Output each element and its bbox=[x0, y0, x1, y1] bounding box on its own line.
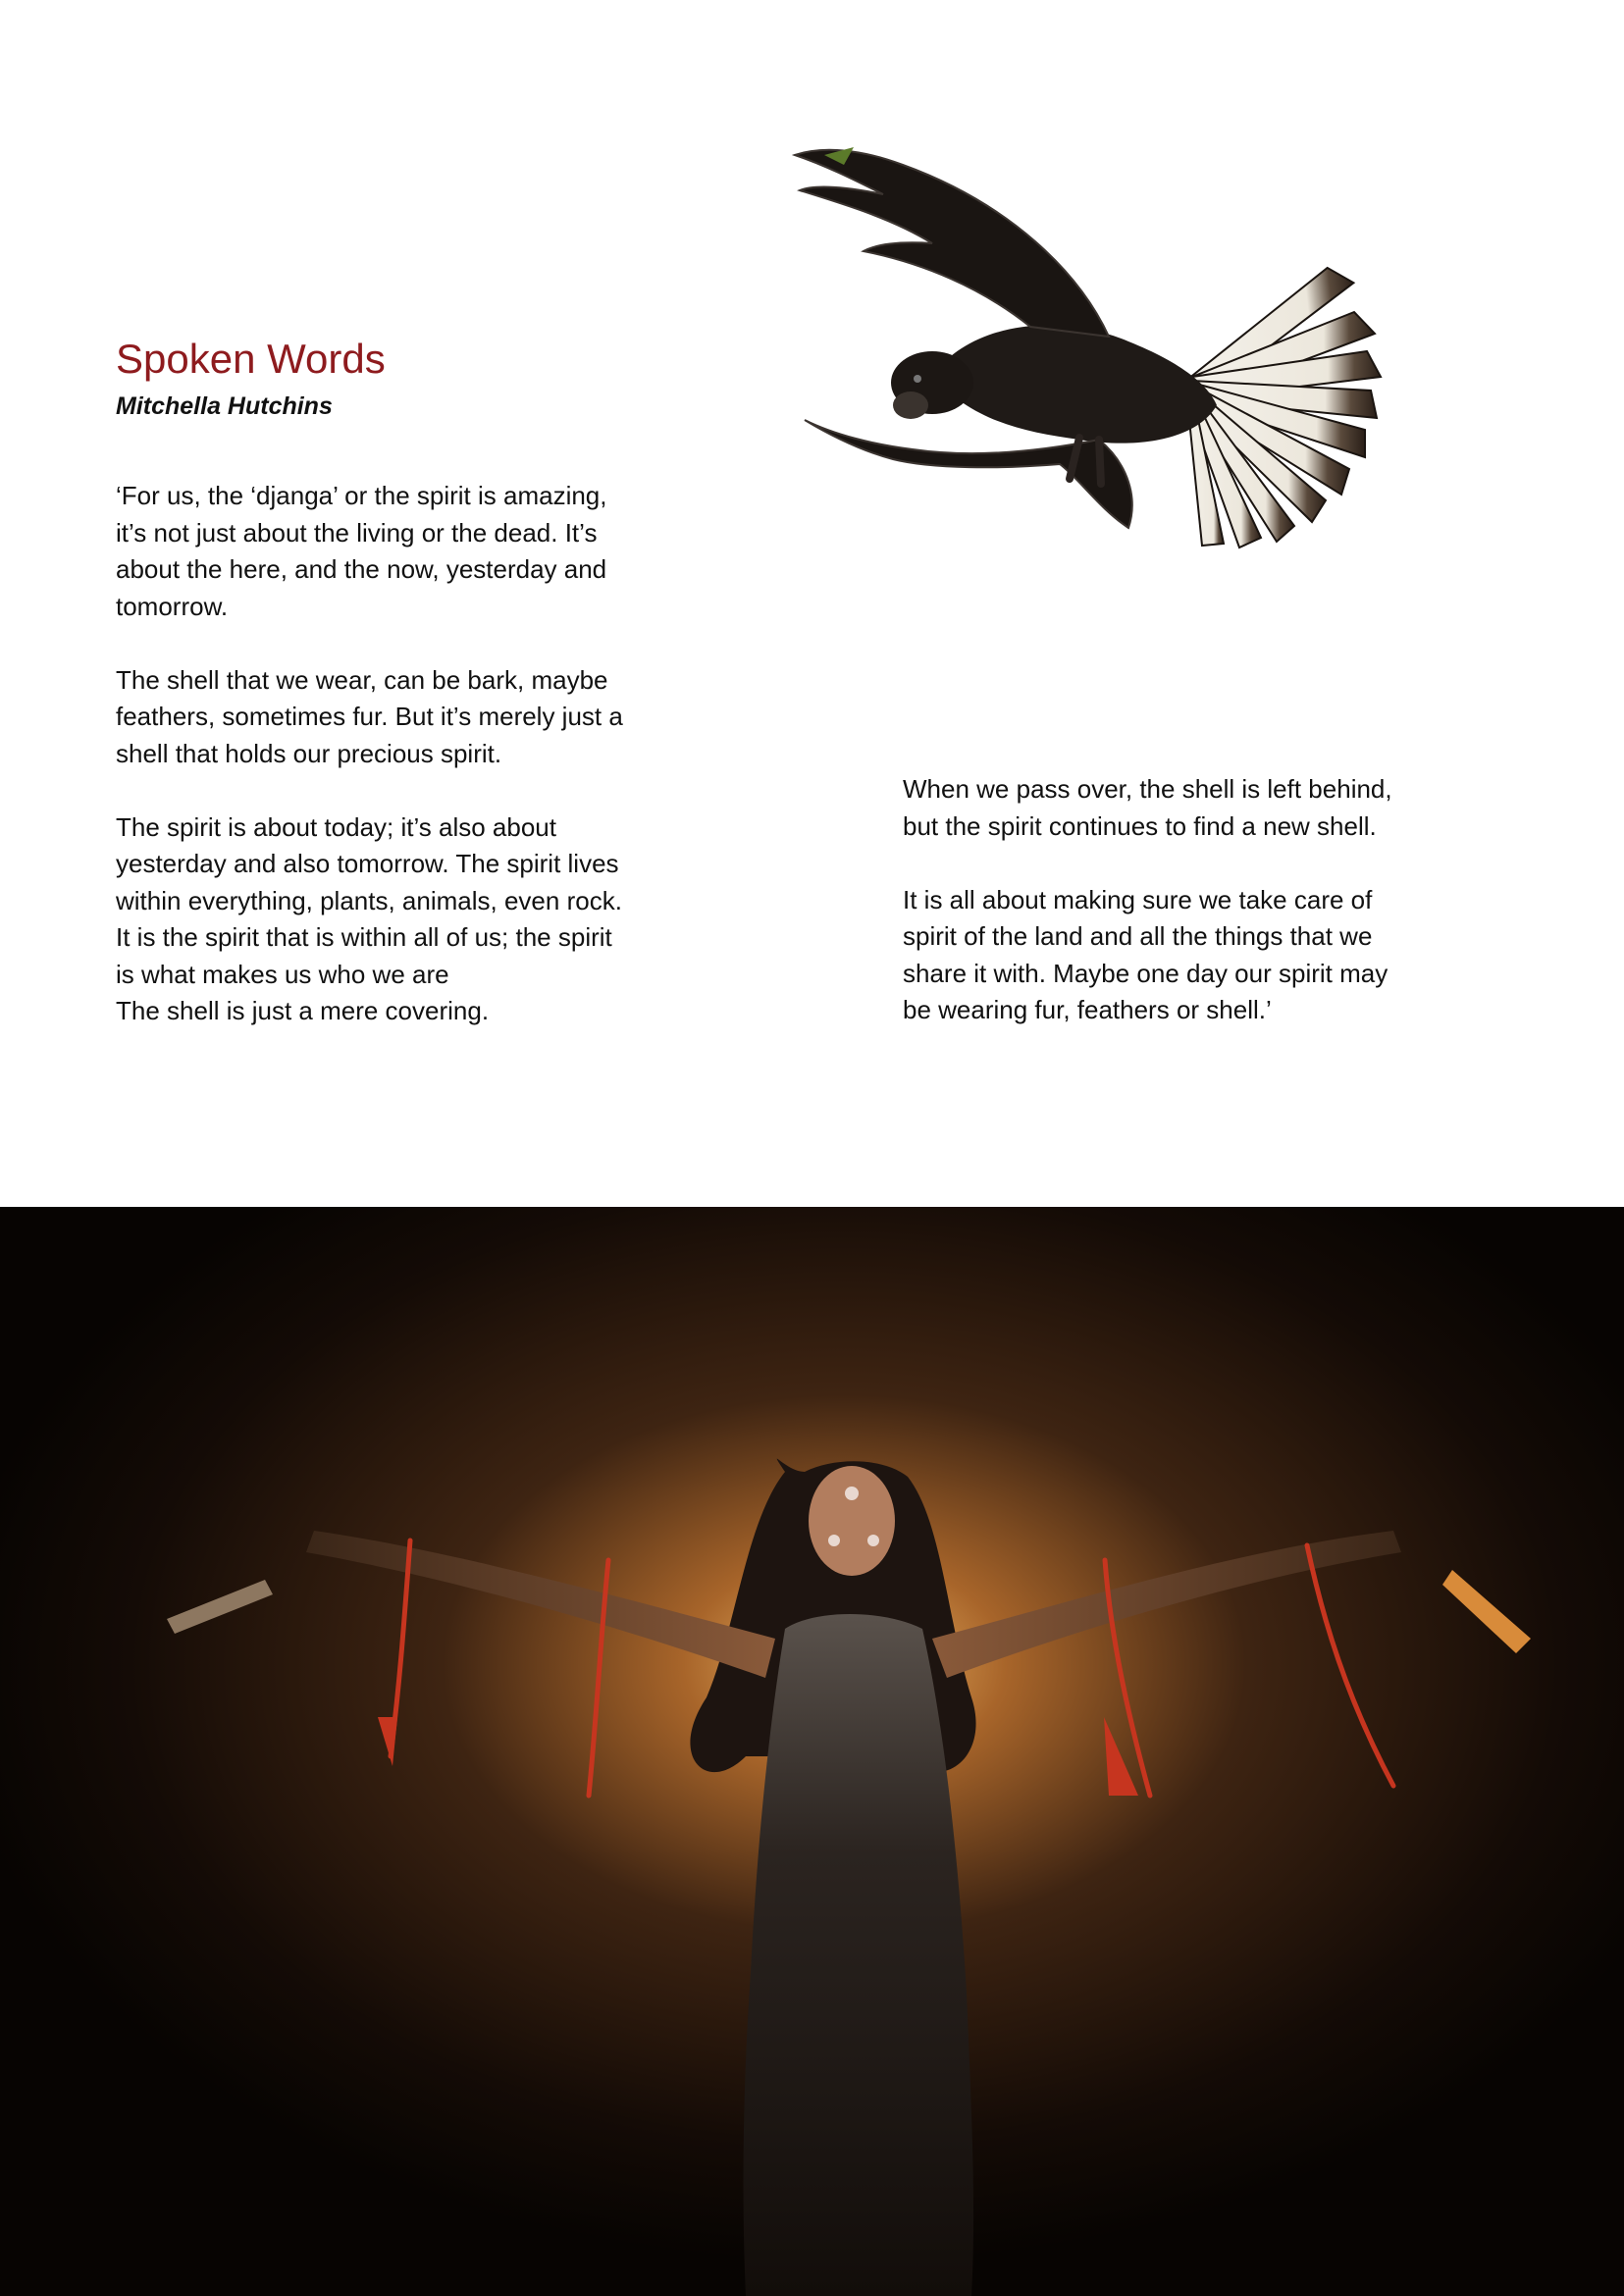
black-cockatoo-image bbox=[785, 126, 1433, 695]
page-title: Spoken Words bbox=[116, 336, 386, 382]
left-text-column bbox=[116, 478, 685, 1030]
paragraph: When we pass over, the shell is left behind, but the spirit continues to find a new shell. bbox=[903, 774, 1392, 841]
paragraph: ‘For us, the ‘djanga’ or the spirit is amazing, it’s not just about the living or the dead. It’s about the here, and the now, yesterday and tomorrow. bbox=[116, 481, 607, 621]
paragraph: The spirit is about today; it’s also about yesterday and also tomorrow. The spirit lives within everything, plants, animals, even rock. It is the spirit that is within all of us; the spirit is what makes us who we are The shell is just a mere covering. bbox=[116, 811, 622, 1025]
author-name: Mitchella Hutchins bbox=[116, 392, 333, 420]
right-text-column bbox=[903, 771, 1472, 1029]
paragraph: It is all about making sure we take care of spirit of the land and all the things that we share it with. Maybe one day our spirit may be wearing fur, feathers or shell.’ bbox=[903, 884, 1388, 1024]
paragraph: The shell that we wear, can be bark, maybe feathers, sometimes fur. But it’s merely just a shell that holds our precious spirit. bbox=[116, 664, 623, 768]
performer-photo bbox=[0, 1207, 1624, 2296]
